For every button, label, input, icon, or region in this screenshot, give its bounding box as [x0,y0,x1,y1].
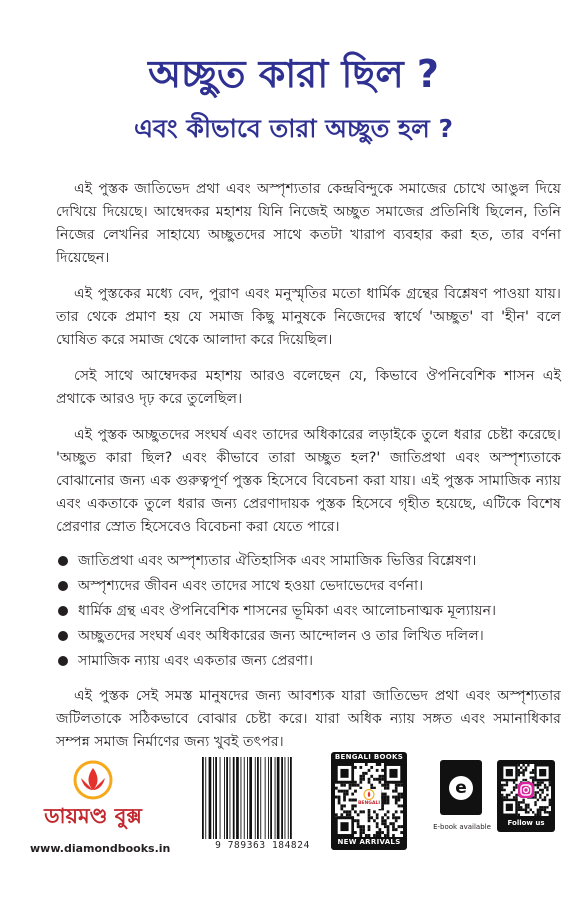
paragraph-1: এই পুস্তক জাতিভেদ প্রথা এবং অস্পৃশ্যতার কেন্দ্রবিন্দুকে সমাজের চোখে আঙুল দিয়ে দেখিয়ে দিয়েছে। আম্বেদকর মহাশয় যিনি নিজেই অচ্ছুত সমাজের প্রতিনিধি ছিলেন, তিনি নিজের লেখনির সাহায্যে অচ্ছুতদের সাথে কতটা খারাপ ব্যবহার করা হত, তার বর্ণনা দিয়েছেন। [56,181,561,266]
publisher-name: ডায়মণ্ড বুক্স [44,804,142,828]
bullet-icon [58,556,68,566]
ebook-icon: e [440,760,482,815]
follow-us-qr [497,760,555,832]
list-item: সামাজিক ন্যায় এবং একতার জন্য প্রেরণা। [56,650,561,673]
list-item: ধার্মিক গ্রন্থ এবং ঔপনিবেশিক শাসনের ভূমিকা এবং আলোচনাত্মক মূল্যায়ন। [56,600,561,623]
list-item: অচ্ছুতদের সংঘর্ষ এবং অধিকারের জন্য আন্দোলন ও তার লিখিত দলিল। [56,625,561,648]
paragraph-2: এই পুস্তকের মধ্যে বেদ, পুরাণ এবং মনুস্মৃতির মতো ধার্মিক গ্রন্থের বিশ্লেষণ পাওয়া যায়। তার থেকে প্রমাণ হয় যে সমাজ কিছু মানুষকে নিজেদের স্বার্থে 'অচ্ছুত' বা 'হীন' বলে ঘোষিত করে সমাজ থেকে আলাদা করে দিয়েছিল। [56,286,561,348]
closing-paragraph: এই পুস্তক সেই সমস্ত মানুষদের জন্য আবশ্যক যারা জাতিভেদ প্রথা এবং অস্পৃশ্যতার জটিলতাকে সঠিকভাবে বোঝার চেষ্টা করে। যারা অধিক ন্যায় সঙ্গত এবং সমানাধিকার সম্পন্ন সমাজ নির্মাণের জন্য খুবই তৎপর। [56,688,561,750]
bullet-icon [58,631,68,641]
follow-us-label: Follow us [507,819,545,827]
publisher-logo [38,760,148,830]
page-subtitle: এবং কীভাবে তারা অচ্ছুত হল ? [133,114,454,143]
publisher-website: www.diamondbooks.in [30,842,171,855]
qr-bottom-caption: NEW ARRIVALS [337,838,401,846]
page-title: অচ্ছুত কারা ছিল ? [148,52,439,96]
list-item: অস্পৃশ্যদের জীবন এবং তাদের সাথে হওয়া ভেদাভেদের বর্ণনা। [56,575,561,598]
lotus-logo-icon [363,789,375,800]
feature-list [56,550,561,673]
qr-top-caption: BENGALI BOOKS [334,753,404,761]
bullet-icon [58,581,68,591]
bullet-icon [58,606,68,616]
blurb [56,178,561,767]
paragraph-4: এই পুস্তক অচ্ছুতদের সংঘর্ষ এবং তাদের অধিকারের লড়াইকে তুলে ধরার চেষ্টা করেছে। 'অচ্ছুত কারা ছিল? এবং কীভাবে তারা অচ্ছুত হল?' জাতিপ্রথা এবং অস্পৃশ্যতাকে বোঝানোর জন্য এক গুরুত্বপূর্ণ পুস্তক হিসেবে বিবেচনা করা যায়। এই পুস্তক সামাজিক ন্যায় এবং একতাকে তুলে ধরার জন্য প্রেরণাদায়ক পুস্তক হিসেবে গৃহীত হয়েছে, এটিকে বিশেষ প্রেরণার স্রোত হিসেবেও বিবেচনা করা যেতে পারে। [56,427,561,535]
paragraph-3: সেই সাথে আম্বেদকর মহাশয় আরও বলেছেন যে, কিভাবে ঔপনিবেশিক শাসন এই প্রথাকে আরও দৃঢ় করে তুলেছিল। [56,368,561,407]
bullet-icon [58,656,68,666]
lotus-logo-icon [73,760,113,800]
qr-center-badge: BENGALI [357,789,381,809]
bengali-books-qr [331,752,407,850]
barcode-icon [200,757,325,839]
instagram-icon [518,782,534,798]
ebook-label: E-book available [433,823,491,831]
isbn-number: 9 789363 184824 [215,840,310,851]
list-item: জাতিপ্রথা এবং অস্পৃশ্যতার ঐতিহাসিক এবং সামাজিক ভিত্তির বিশ্লেষণ। [56,550,561,573]
